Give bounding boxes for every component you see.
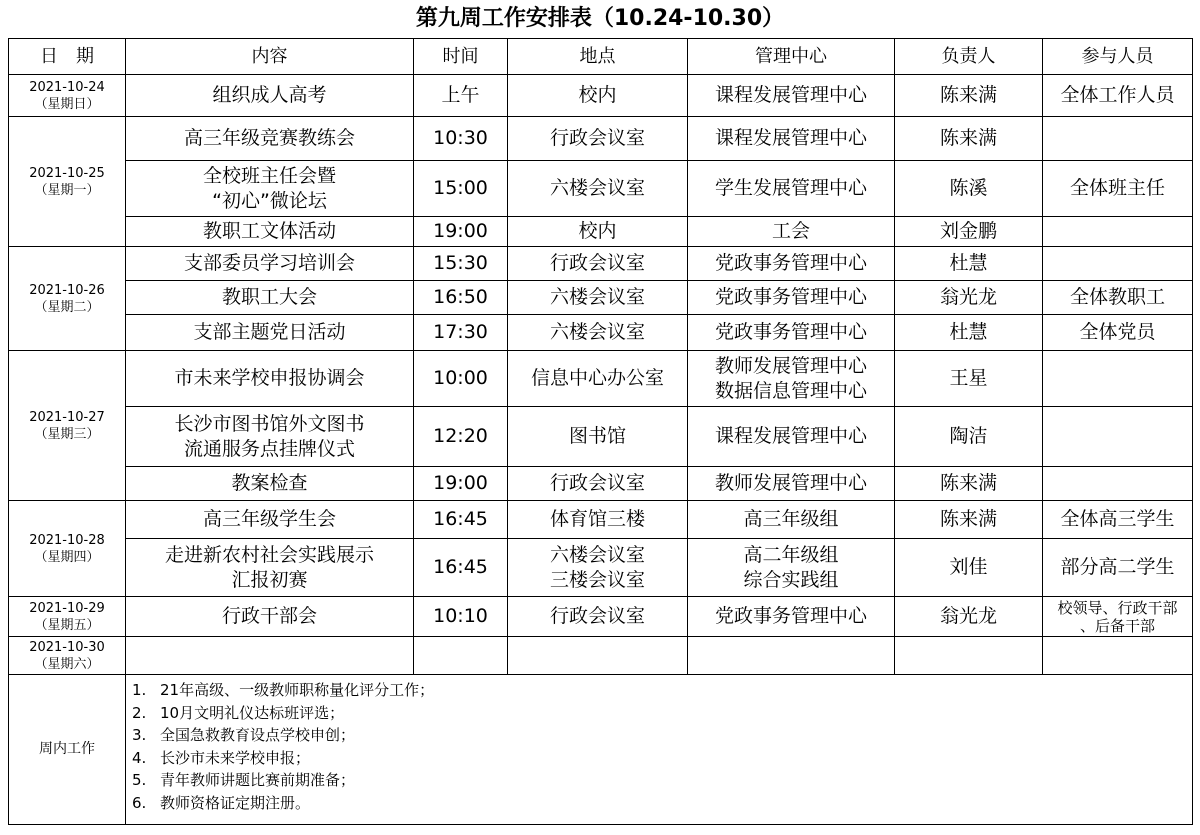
weekly-work-item-number: 2. [132,703,147,722]
owner-cell: 刘金鹏 [895,217,1043,247]
center-cell [688,467,895,501]
owner-cell: 陈来满 [895,117,1043,161]
content-cell [126,247,414,281]
participants-cell [1043,161,1193,217]
cell-line: 行政会议室 [549,252,645,274]
weekday-text: （星期四） [34,549,100,565]
time-cell: 17:30 [414,315,508,351]
weekly-work-item-number: 5. [132,771,147,789]
cell-line: 高三年级竞赛教练会 [183,127,355,149]
center-cell [688,407,895,467]
schedule-table [8,38,1193,825]
owner-cell: 杜慧 [895,247,1043,281]
time-cell: 上午 [414,75,508,117]
cell-line: 校内 [578,84,617,106]
participants-cell [1043,467,1193,501]
cell-line: 教师发展管理中心 [714,354,867,377]
weekday-text: （星期一） [34,182,100,198]
time-cell: 16:45 [414,501,508,539]
cell-line: 行政会议室 [549,605,645,627]
content-cell [126,637,414,675]
place-cell [508,467,688,501]
cell-line: 高二年级组 [743,543,839,566]
weekday-text: （星期日） [34,96,100,112]
owner-cell: 陶洁 [895,407,1043,467]
center-cell [688,351,895,407]
date-cell [9,117,126,247]
participants-cell [1043,247,1193,281]
cell-line: 课程发展管理中心 [714,127,867,149]
place-cell [508,161,688,217]
content-cell [126,539,414,597]
date-cell [9,637,126,675]
cell-line: 党政事务管理中心 [714,605,867,627]
cell-line: 全校班主任会暨 [202,164,336,187]
weekly-work-item [132,769,1192,792]
cell-line: 支部委员学习培训会 [183,252,355,274]
cell-line: 六楼会议室 [549,286,645,308]
cell-line: 部分高二学生 [1060,556,1175,578]
date-text: 2021-10-26 [29,282,105,298]
cell-line: 行政干部会 [221,605,317,627]
cell-line: 市未来学校申报协调会 [174,367,365,389]
owner-cell [895,637,1043,675]
weekly-work-row [9,675,1193,825]
content-cell [126,281,414,315]
content-cell [126,597,414,637]
cell-line: 全体党员 [1079,321,1156,343]
content-cell [126,501,414,539]
date-cell [9,597,126,637]
weekly-work-item-text: 教师资格证定期注册。 [160,793,311,812]
cell-line: 教案检查 [231,472,308,494]
participants-cell [1043,315,1193,351]
content-cell [126,351,414,407]
cell-line: 党政事务管理中心 [714,286,867,308]
center-cell [688,501,895,539]
weekly-work-item [132,724,1192,747]
weekly-work-item [132,792,1192,815]
content-cell [126,217,414,247]
weekly-work-item [132,702,1192,725]
time-cell: 10:30 [414,117,508,161]
page-title: 第九周工作安排表（10.24-10.30） [415,6,785,31]
schedule-row [9,597,1193,637]
date-text: 2021-10-30 [29,639,105,655]
center-cell [688,281,895,315]
place-cell [508,75,688,117]
place-cell [508,597,688,637]
place-cell [508,315,688,351]
center-cell [688,217,895,247]
center-cell [688,637,895,675]
place-cell [508,117,688,161]
center-cell [688,247,895,281]
cell-line: 体育馆三楼 [549,508,645,530]
schedule-row [9,407,1193,467]
participants-cell [1043,117,1193,161]
cell-line: 全体工作人员 [1060,84,1175,106]
participants-cell [1043,217,1193,247]
cell-line: 学生发展管理中心 [714,177,867,199]
cell-line: 流通服务点挂牌仪式 [183,437,355,460]
owner-cell: 刘佳 [895,539,1043,597]
content-cell [126,467,414,501]
date-cell [9,501,126,597]
cell-line: 行政会议室 [549,472,645,494]
header-participants: 参与人员 [1043,39,1193,75]
owner-cell: 翁光龙 [895,281,1043,315]
cell-line: 行政会议室 [549,127,645,149]
schedule-row [9,281,1193,315]
participants-cell [1043,281,1193,315]
schedule-row [9,467,1193,501]
schedule-row [9,217,1193,247]
cell-line: 信息中心办公室 [530,367,664,389]
cell-line: 党政事务管理中心 [714,252,867,274]
schedule-row [9,75,1193,117]
participants-cell [1043,75,1193,117]
participants-cell [1043,351,1193,407]
owner-cell: 陈来满 [895,75,1043,117]
cell-line: 党政事务管理中心 [714,321,867,343]
time-cell: 15:30 [414,247,508,281]
header-owner: 负责人 [895,39,1043,75]
cell-line: 六楼会议室 [549,177,645,199]
owner-cell: 陈来满 [895,467,1043,501]
schedule-row [9,539,1193,597]
cell-line: 综合实践组 [743,568,839,591]
cell-line: 六楼会议室 [549,321,645,343]
owner-cell: 陈来满 [895,501,1043,539]
content-cell [126,407,414,467]
date-cell [9,75,126,117]
schedule-row [9,637,1193,675]
schedule-row [9,117,1193,161]
time-cell [414,637,508,675]
cell-line: 全体高三学生 [1060,508,1175,530]
cell-line: 高三年级组 [743,508,839,530]
cell-line: 支部主题党日活动 [193,321,346,343]
schedule-row [9,501,1193,539]
weekly-work-item-text: 10月文明礼仪达标班评选； [160,703,345,722]
date-text: 2021-10-24 [29,79,105,95]
content-cell [126,161,414,217]
content-cell [126,117,414,161]
cell-line: 、后备干部 [1079,616,1155,635]
schedule-row [9,315,1193,351]
date-text: 2021-10-27 [29,409,105,425]
date-text: 2021-10-28 [29,532,105,548]
cell-line: 课程发展管理中心 [714,425,867,447]
weekly-work-item-number: 3. [132,726,147,744]
cell-line: 长沙市图书馆外文图书 [174,412,365,435]
center-cell [688,597,895,637]
cell-line: 教职工大会 [221,286,317,308]
participants-cell [1043,407,1193,467]
center-cell [688,539,895,597]
cell-line: 高三年级学生会 [202,508,336,530]
time-cell: 19:00 [414,467,508,501]
participants-cell [1043,539,1193,597]
time-cell: 16:45 [414,539,508,597]
weekday-text: （星期三） [34,426,100,442]
date-text: 2021-10-29 [29,600,105,616]
header-place: 地点 [508,39,688,75]
cell-line: 组织成人高考 [212,84,327,106]
cell-line: 教师发展管理中心 [714,472,867,494]
owner-cell: 翁光龙 [895,597,1043,637]
cell-line: 全体班主任 [1069,177,1165,199]
weekday-text: （星期五） [34,617,100,633]
schedule-row [9,351,1193,407]
weekly-work-item-text: 长沙市未来学校申报； [160,748,311,767]
participants-cell [1043,597,1193,637]
content-cell [126,315,414,351]
center-cell [688,315,895,351]
weekly-work-label: 周内工作 [9,675,126,825]
cell-line: 课程发展管理中心 [714,84,867,106]
weekly-work-item [132,679,1192,702]
place-cell [508,501,688,539]
time-cell: 12:20 [414,407,508,467]
header-content: 内容 [126,39,414,75]
weekly-work-item-number: 1. [132,681,147,699]
cell-line: 工会 [771,220,810,242]
cell-line: 校内 [578,220,617,242]
cell-line: 汇报初赛 [231,568,308,591]
time-cell: 15:00 [414,161,508,217]
date-cell [9,351,126,501]
date-text: 2021-10-25 [29,165,105,181]
date-cell [9,247,126,351]
weekly-work-list [126,675,1193,825]
center-cell [688,161,895,217]
schedule-row [9,161,1193,217]
time-cell: 19:00 [414,217,508,247]
weekly-work-item-text: 全国急救教育设点学校申创； [160,726,356,744]
weekly-work-item-text: 青年教师讲题比赛前期准备； [160,771,356,789]
cell-line: 三楼会议室 [549,568,645,591]
header-center: 管理中心 [688,39,895,75]
center-cell [688,75,895,117]
schedule-body [9,75,1193,825]
header-row [9,39,1193,75]
header-date: 日 期 [9,39,126,75]
weekly-work-item-text: 21年高级、一级教师职称量化评分工作； [160,681,435,699]
center-cell [688,117,895,161]
weekday-text: （星期六） [34,656,100,672]
cell-line: 图书馆 [568,425,626,447]
place-cell [508,351,688,407]
content-cell [126,75,414,117]
time-cell: 10:00 [414,351,508,407]
owner-cell: 王星 [895,351,1043,407]
weekly-work-item-number: 6. [132,793,147,812]
participants-cell [1043,501,1193,539]
place-cell [508,539,688,597]
participants-cell [1043,637,1193,675]
weekday-text: （星期二） [34,299,100,315]
place-cell [508,281,688,315]
place-cell [508,217,688,247]
place-cell [508,407,688,467]
place-cell [508,637,688,675]
cell-line: 六楼会议室 [549,543,645,566]
cell-line: 教职工文体活动 [202,220,336,242]
cell-line: 校领导、行政干部 [1057,598,1178,617]
schedule-row [9,247,1193,281]
cell-line: 数据信息管理中心 [714,379,867,402]
time-cell: 16:50 [414,281,508,315]
weekly-work-item [132,747,1192,770]
owner-cell: 杜慧 [895,315,1043,351]
cell-line: 走进新农村社会实践展示 [164,543,374,566]
owner-cell: 陈溪 [895,161,1043,217]
cell-line: “初心”微论坛 [212,189,327,212]
cell-line: 全体教职工 [1069,286,1165,308]
time-cell: 10:10 [414,597,508,637]
weekly-work-item-number: 4. [132,748,147,767]
header-time: 时间 [414,39,508,75]
place-cell [508,247,688,281]
